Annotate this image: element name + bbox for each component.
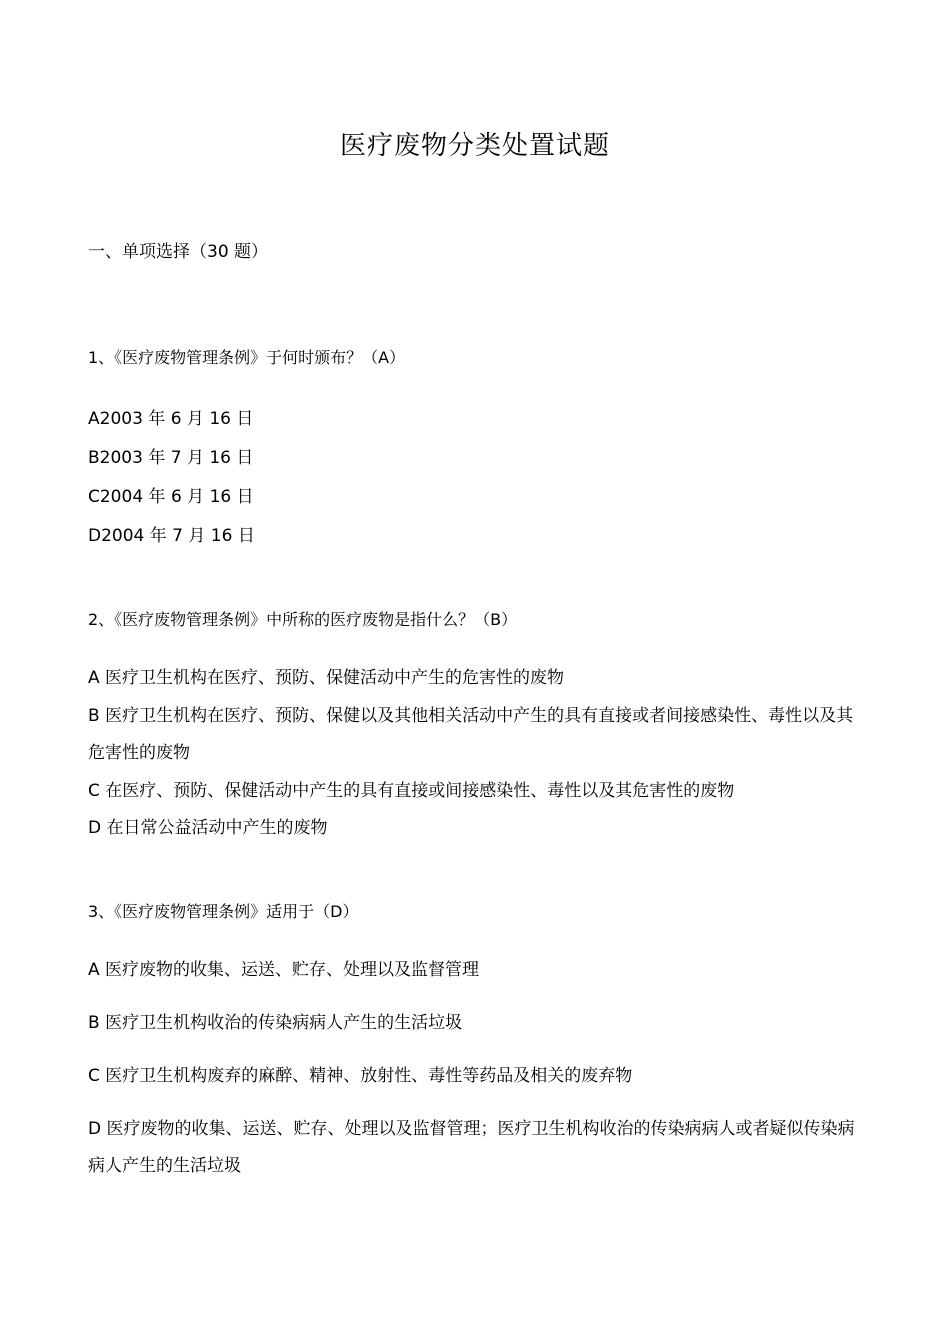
option-c: C2004 年 6 月 16 日 bbox=[88, 487, 254, 507]
option-c: C 在医疗、预防、保健活动中产生的具有直接或间接感染性、毒性以及其危害性的废物 bbox=[88, 780, 735, 801]
question-2 bbox=[88, 608, 863, 848]
option-a: A2003 年 6 月 16 日 bbox=[88, 409, 254, 429]
option-d: D2004 年 7 月 16 日 bbox=[88, 526, 255, 546]
option-list bbox=[88, 400, 863, 556]
option-c: C 医疗卫生机构废弃的麻醉、精神、放射性、毒性等药品及相关的废弃物 bbox=[88, 1066, 633, 1086]
question-stem: 1、《医疗废物管理条例》于何时颁布？（A） bbox=[88, 348, 406, 367]
option-b: B 医疗卫生机构在医疗、预防、保健以及其他相关活动中产生的具有直接或者间接感染性、毒性以及其危害性的废物 bbox=[88, 705, 854, 763]
question-stem: 3、《医疗废物管理条例》适用于（D） bbox=[88, 902, 359, 921]
option-list bbox=[88, 952, 863, 1185]
option-b: B2003 年 7 月 16 日 bbox=[88, 448, 254, 468]
option-b: B 医疗卫生机构收治的传染病病人产生的生活垃圾 bbox=[88, 1013, 463, 1033]
option-d: D 医疗废物的收集、运送、贮存、处理以及监督管理；医疗卫生机构收治的传染病病人或者疑似传染病病人产生的生活垃圾 bbox=[88, 1119, 855, 1176]
question-3 bbox=[88, 900, 863, 1185]
question-1 bbox=[88, 346, 863, 556]
question-stem: 2、《医疗废物管理条例》中所称的医疗废物是指什么？（B） bbox=[88, 610, 518, 629]
option-list bbox=[88, 660, 863, 848]
option-d: D 在日常公益活动中产生的废物 bbox=[88, 818, 328, 838]
section-heading: 一、单项选择（30 题） bbox=[88, 242, 269, 262]
document-title: 医疗废物分类处置试题 bbox=[339, 131, 610, 161]
option-a: A 医疗废物的收集、运送、贮存、处理以及监督管理 bbox=[88, 960, 480, 980]
option-a: A 医疗卫生机构在医疗、预防、保健活动中产生的危害性的废物 bbox=[88, 668, 565, 688]
